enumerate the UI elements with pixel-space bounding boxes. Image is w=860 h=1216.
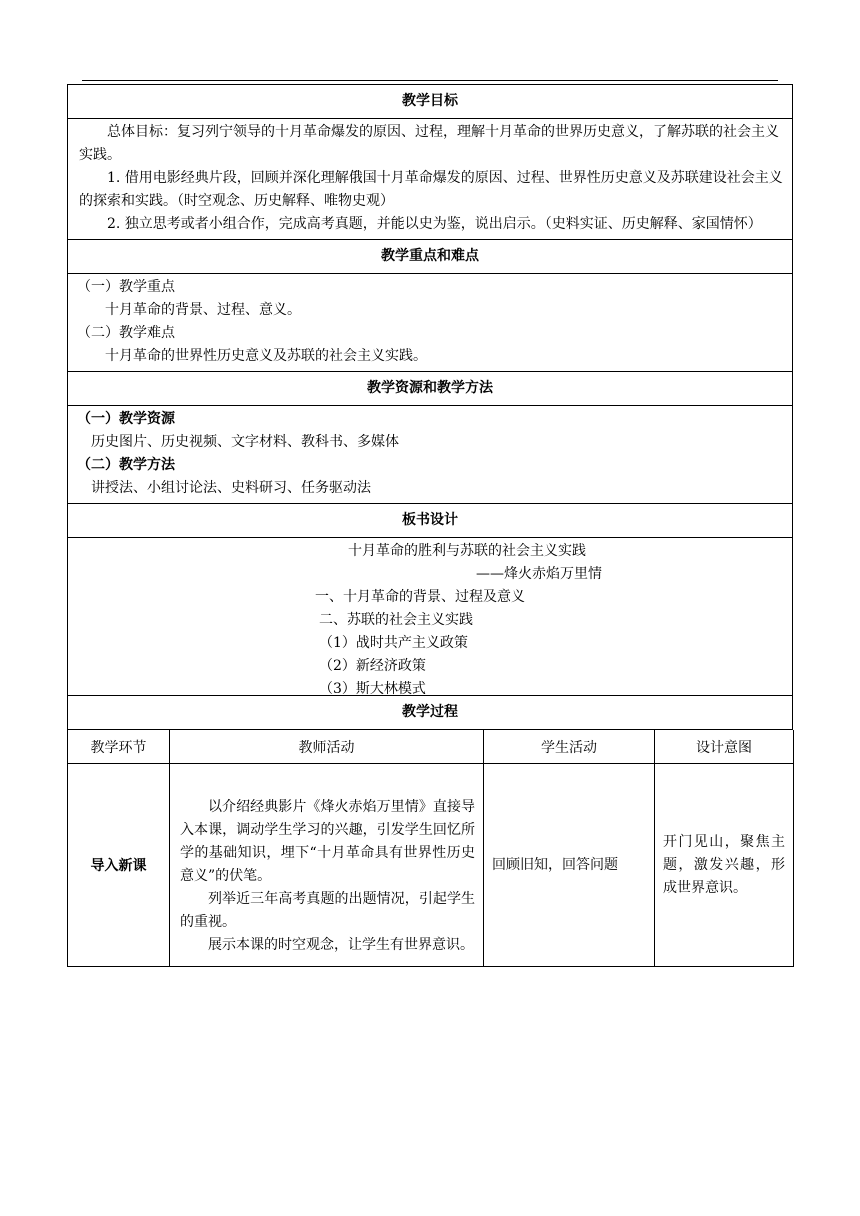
stage-cell: 导入新课: [68, 764, 170, 967]
key-point-heading: （一）教学重点: [77, 279, 175, 295]
lesson-plan-document: [67, 84, 793, 967]
board-body: [67, 538, 793, 696]
column-header-teacher: 教师活动: [170, 730, 484, 764]
methods-text: 讲授法、小组讨论法、史料研习、任务驱动法: [91, 480, 371, 496]
board-sub-1: （1）战时共产主义政策: [319, 635, 468, 651]
difficulty-heading: （二）教学难点: [77, 325, 175, 341]
table-row: [68, 764, 794, 967]
header-rule: [82, 80, 778, 81]
column-header-stage: 教学环节: [68, 730, 170, 764]
methods-subheading: （二）教学方法: [77, 457, 175, 473]
board-subtitle: ——烽火赤焰万里情: [476, 566, 602, 582]
objectives-heading: 教学目标: [67, 84, 793, 119]
key-points-heading: 教学重点和难点: [67, 240, 793, 274]
teacher-activity-3: 展示本课的时空观念，让学生有世界意识。: [208, 936, 474, 953]
resources-subheading: （一）教学资源: [77, 411, 175, 427]
objective-overall: 总体目标：复习列宁领导的十月革命爆发的原因、过程，理解十月革命的世界历史意义，了解苏联的社会主义实践。: [79, 124, 779, 163]
objectives-body: [67, 119, 793, 240]
process-heading: 教学过程: [67, 696, 793, 730]
process-header-row: [68, 730, 794, 764]
teacher-activity-cell: [170, 764, 484, 967]
design-intent-cell: 开门见山，聚焦主题，激发兴趣，形成世界意识。: [655, 764, 794, 967]
teacher-activity-1: 以介绍经典影片《烽火赤焰万里情》直接导入本课，调动学生学习的兴趣，引发学生回忆所学的基础知识，埋下“十月革命具有世界性历史意义”的伏笔。: [180, 798, 475, 884]
key-points-body: [67, 274, 793, 372]
board-heading: 板书设计: [67, 504, 793, 538]
column-header-student: 学生活动: [484, 730, 655, 764]
board-sub-2: （2）新经济政策: [319, 658, 426, 674]
column-header-design: 设计意图: [655, 730, 794, 764]
teacher-activity-2: 列举近三年高考真题的出题情况，引起学生的重视。: [180, 890, 475, 930]
board-item-1: 一、十月革命的背景、过程及意义: [315, 589, 525, 605]
resources-body: [67, 406, 793, 504]
difficulty-text: 十月革命的世界性历史意义及苏联的社会主义实践。: [105, 348, 427, 364]
board-item-2: 二、苏联的社会主义实践: [319, 612, 473, 628]
objective-1: 1. 借用电影经典片段，回顾并深化理解俄国十月革命爆发的原因、过程、世界性历史意义及苏联建设社会主义的探索和实践。（时空观念、历史解释、唯物史观）: [79, 170, 783, 209]
process-table: [67, 730, 794, 967]
student-activity-cell: 回顾旧知，回答问题: [484, 764, 655, 967]
resources-heading: 教学资源和教学方法: [67, 372, 793, 406]
resources-text: 历史图片、历史视频、文字材料、教科书、多媒体: [91, 434, 399, 450]
key-point-text: 十月革命的背景、过程、意义。: [105, 302, 301, 318]
board-title: 十月革命的胜利与苏联的社会主义实践: [348, 543, 586, 559]
objective-2: 2. 独立思考或者小组合作，完成高考真题，并能以史为鉴，说出启示。（史料实证、历史解释、家国情怀）: [107, 216, 762, 232]
board-sub-3: （3）斯大林模式: [319, 681, 426, 697]
